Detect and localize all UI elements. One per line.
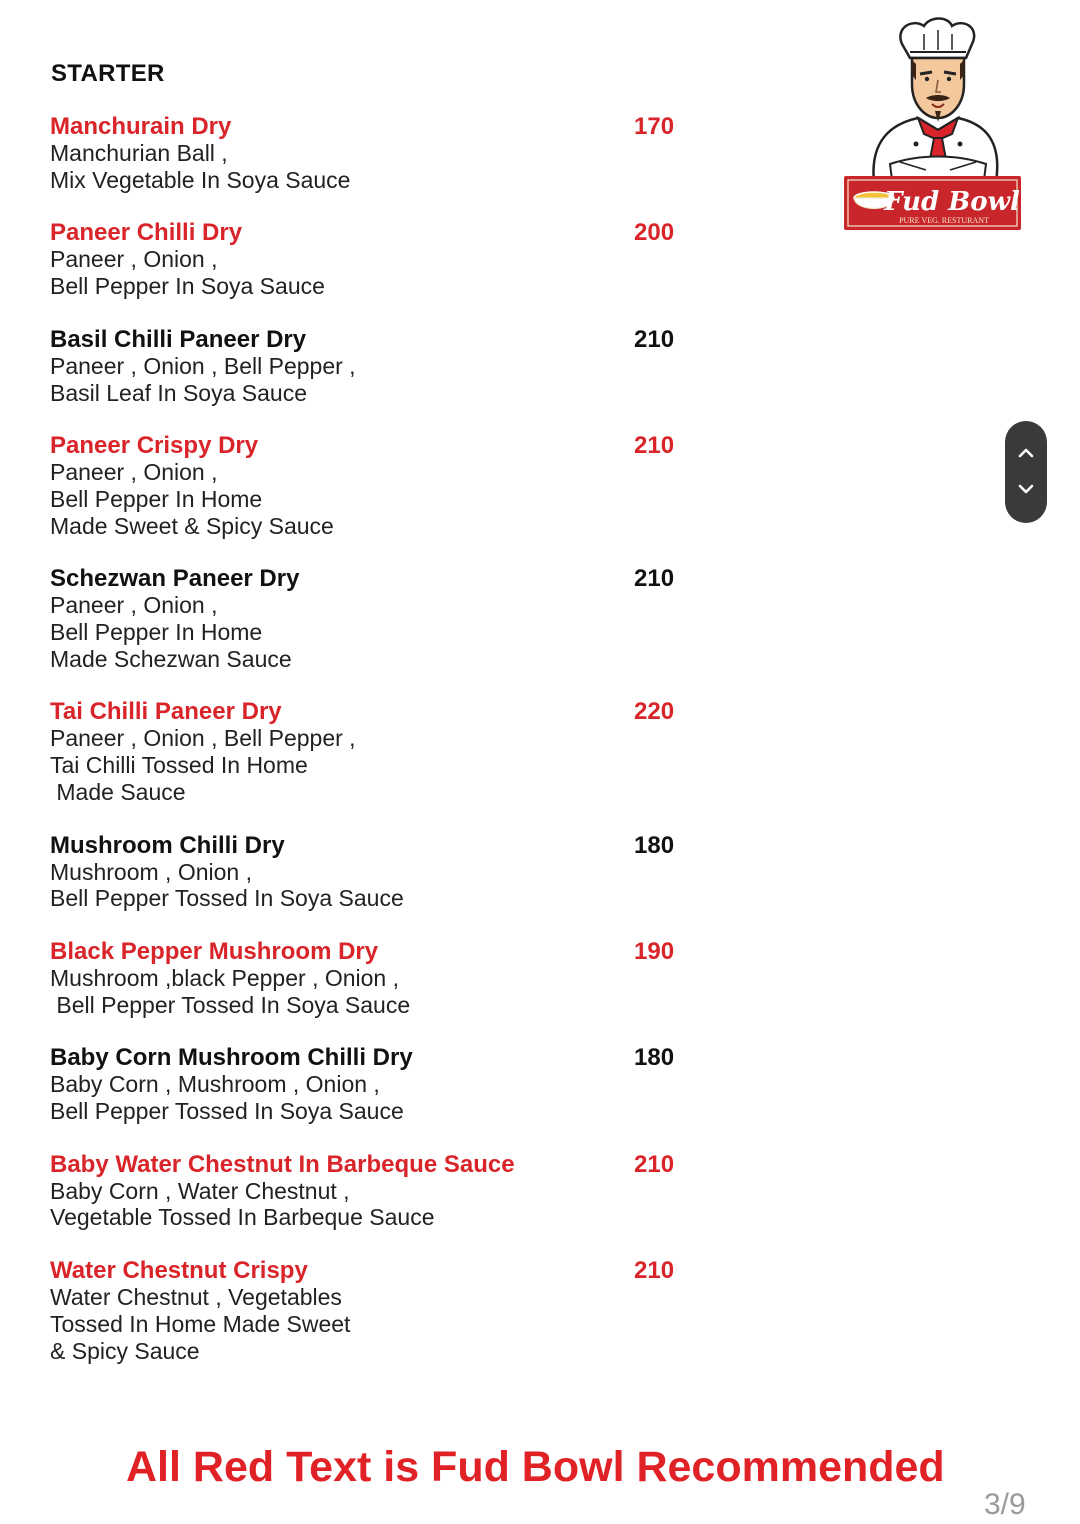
logo-tagline: PURE VEG. RESTURANT (899, 216, 989, 225)
menu-item-description: Paneer , Onion , Bell Pepper , Basil Leaf In Soya Sauce (50, 352, 356, 406)
menu-item (50, 1151, 690, 1231)
chevron-down-icon (1016, 479, 1036, 499)
menu-item-description: Mushroom ,black Pepper , Onion , Bell Pepper Tossed In Soya Sauce (50, 964, 411, 1018)
menu-item-description: Water Chestnut , Vegetables Tossed In Home Made Sweet & Spicy Sauce (50, 1284, 351, 1364)
menu-item (50, 565, 690, 672)
menu-item (50, 1044, 690, 1124)
chef-hat-icon (900, 19, 974, 59)
menu-item-price: 220 (634, 698, 675, 726)
menu-item (50, 326, 690, 406)
menu-item (50, 938, 690, 1018)
menu-item-price: 170 (634, 113, 675, 140)
menu-item-description: Paneer , Onion , Bell Pepper In Home Made Sweet & Spicy Sauce (50, 459, 334, 539)
menu-item-description: Paneer , Onion , Bell Pepper In Home Made Schezwan Sauce (50, 592, 292, 672)
menu-item-price: 210 (634, 565, 675, 593)
menu-item-description: Mushroom , Onion , Bell Pepper Tossed In Soya Sauce (50, 858, 404, 912)
menu-item-name: Baby Water Chestnut In Barbeque Sauce (50, 1150, 515, 1178)
menu-item-name: Schezwan Paneer Dry (50, 565, 300, 593)
page-indicator: 3/9 (984, 1488, 1026, 1521)
menu-item (50, 1257, 690, 1364)
page-nav-control (1005, 421, 1047, 523)
menu-item-name: Water Chestnut Crispy (50, 1257, 308, 1285)
menu-item-description: Baby Corn , Water Chestnut , Vegetable Tossed In Barbeque Sauce (50, 1177, 435, 1231)
menu-item-price: 210 (634, 325, 675, 353)
menu-item-name: Mushroom Chilli Dry (50, 831, 285, 859)
menu-item (50, 432, 690, 539)
menu-item-name: Manchurain Dry (50, 113, 232, 140)
chef-jacket-icon (873, 118, 997, 182)
menu-item-price: 190 (634, 937, 675, 965)
chevron-up-icon (1016, 443, 1036, 463)
menu-item (50, 832, 690, 912)
menu-item-price: 180 (634, 1044, 675, 1072)
menu-item-price: 200 (634, 219, 675, 247)
menu-item-name: Black Pepper Mushroom Dry (50, 937, 379, 965)
menu-item-name: Baby Corn Mushroom Chilli Dry (50, 1044, 413, 1072)
menu-item-name: Tai Chilli Paneer Dry (50, 698, 282, 726)
menu-list (50, 113, 690, 1364)
menu-item (50, 113, 690, 193)
menu-item-price: 210 (634, 432, 675, 460)
menu-item (50, 219, 690, 299)
prev-page-button[interactable] (1005, 433, 1047, 473)
logo-brand: Fud Bowl (884, 187, 1020, 217)
recommendation-note: All Red Text is Fud Bowl Recommended (126, 1443, 945, 1491)
fud-bowl-logo (840, 14, 1025, 236)
menu-item (50, 698, 690, 805)
menu-item-price: 180 (634, 831, 675, 859)
menu-item-description: Paneer , Onion , Bell Pepper , Tai Chilli Tossed In Home Made Sauce (50, 725, 356, 805)
menu-item-price: 210 (634, 1150, 675, 1178)
next-page-button[interactable] (1005, 469, 1047, 509)
chef-face-icon (911, 58, 965, 122)
menu-item-name: Basil Chilli Paneer Dry (50, 325, 307, 353)
menu-item-price: 210 (634, 1257, 675, 1285)
menu-item-name: Paneer Crispy Dry (50, 432, 259, 460)
menu-item-description: Baby Corn , Mushroom , Onion , Bell Pepper Tossed In Soya Sauce (50, 1071, 404, 1125)
menu-item-description: Paneer , Onion , Bell Pepper In Soya Sauce (50, 246, 325, 300)
menu-item-description: Manchurian Ball , Mix Vegetable In Soya Sauce (50, 140, 351, 193)
menu-item-name: Paneer Chilli Dry (50, 219, 243, 247)
section-title: STARTER (51, 60, 165, 87)
